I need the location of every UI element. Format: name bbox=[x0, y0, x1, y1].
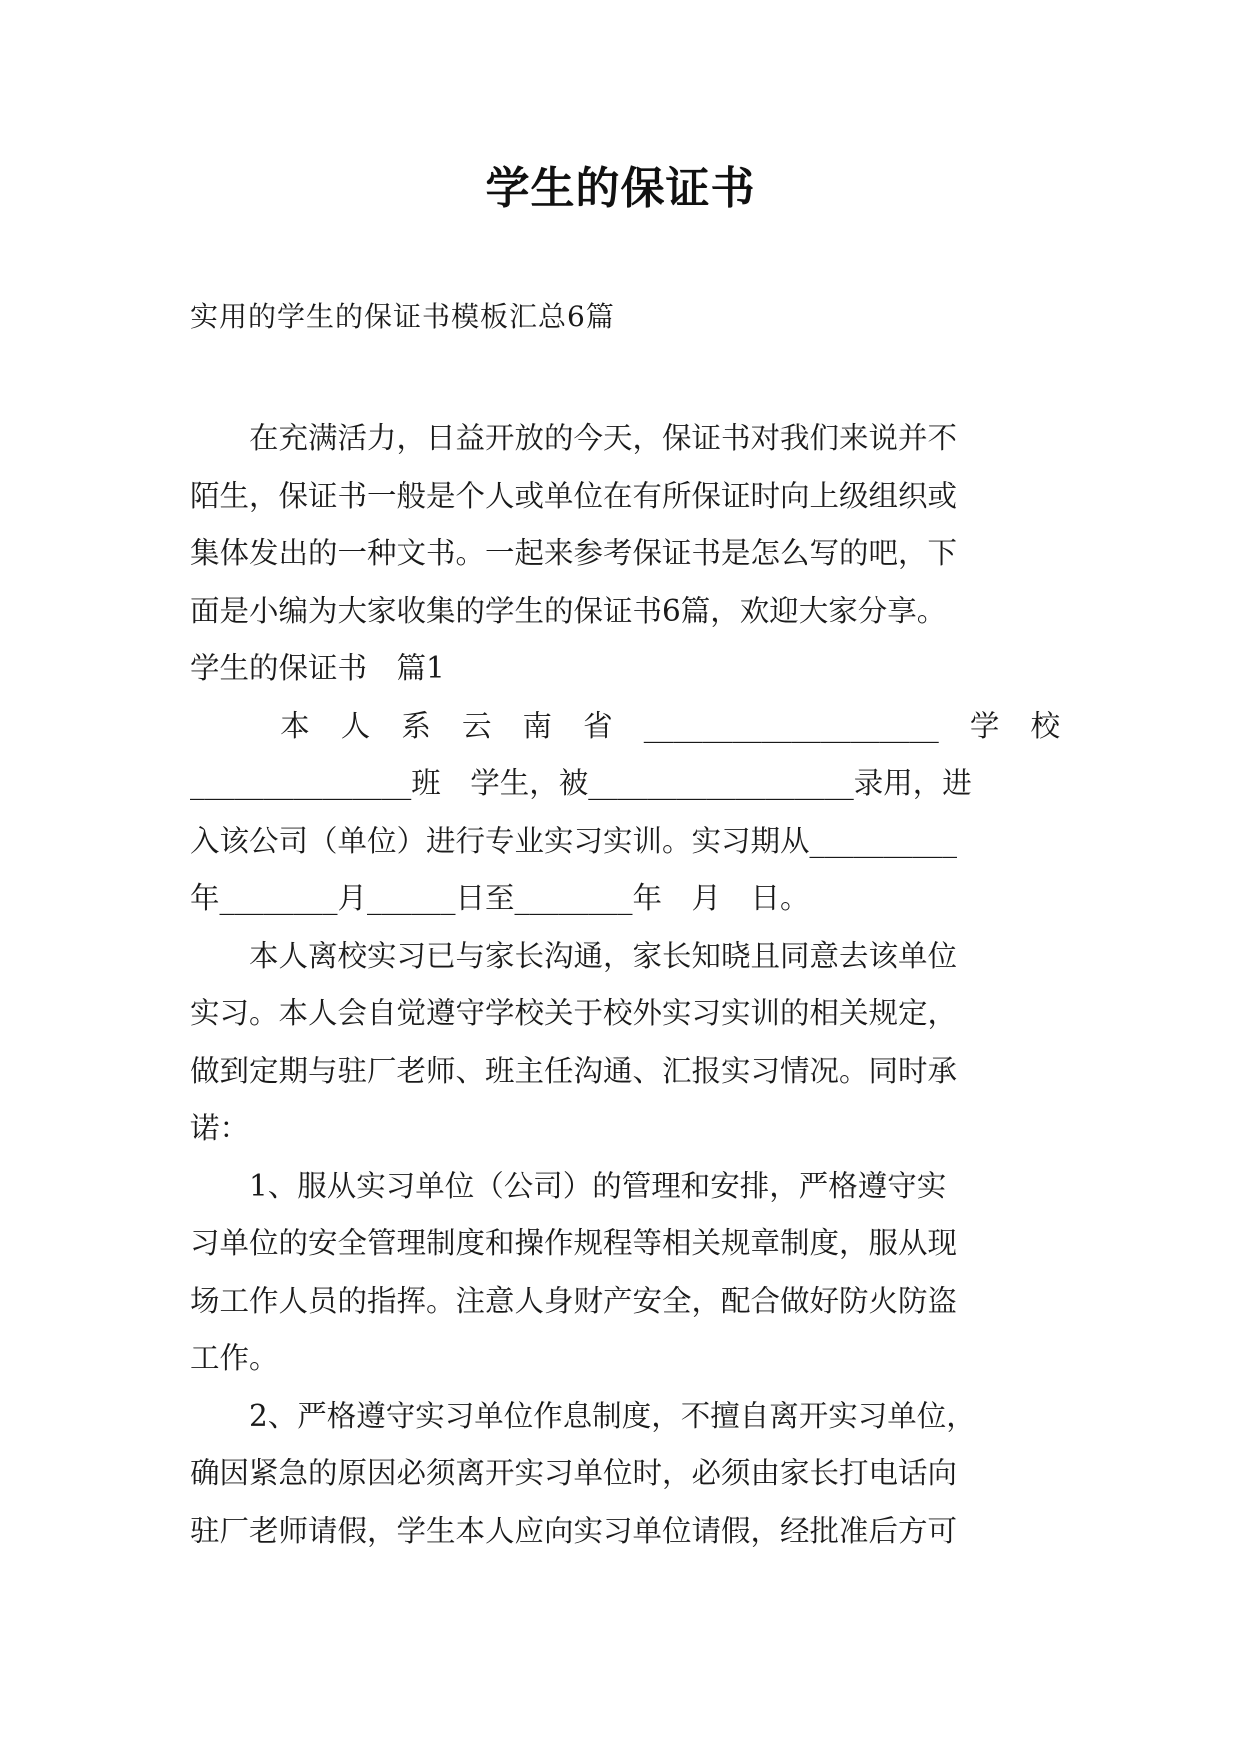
text-line: 场工作人员的指挥。注意人身财产安全，配合做好防火防盗 bbox=[190, 1283, 958, 1318]
form-char: 省 bbox=[583, 708, 613, 743]
text-line: 在充满活力，日益开放的今天，保证书对我们来说并不 bbox=[190, 421, 958, 455]
section-heading bbox=[190, 640, 1060, 698]
school-blank: ____________________ bbox=[643, 708, 939, 743]
text-line: 本人离校实习已与家长沟通，家长知晓且同意去该单位 bbox=[190, 938, 958, 973]
item-1-paragraph bbox=[190, 1158, 1060, 1388]
text-line: 诺： bbox=[190, 1111, 250, 1145]
text-line: 做到定期与驻厂老师、班主任沟通、汇报实习情况。同时承 bbox=[190, 1053, 958, 1088]
document-subtitle: 实用的学生的保证书模板汇总6篇 bbox=[190, 300, 615, 333]
text-line: 集体发出的一种文书。一起来参考保证书是怎么写的吧，下 bbox=[190, 536, 958, 570]
form-char: 南 bbox=[522, 708, 553, 743]
intro-paragraph bbox=[190, 410, 1060, 640]
form-char: 云 bbox=[461, 708, 492, 743]
form-char: 系 bbox=[401, 708, 431, 743]
text-line: 确因紧急的原因必须离开实习单位时，必须由家长打电话向 bbox=[190, 1456, 958, 1490]
text-line: 陌生，保证书一般是个人或单位在有所保证时向上级组织或 bbox=[190, 478, 958, 513]
text-line: 入该公司（单位）进行专业实习实训。实习期从__________ bbox=[190, 823, 958, 858]
document-body bbox=[190, 410, 1060, 1560]
text-line: 实习。本人会自觉遵守学校关于校外实习实训的相关规定， bbox=[190, 996, 958, 1030]
text-line: 面是小编为大家收集的学生的保证书6篇，欢迎大家分享。 bbox=[190, 593, 947, 628]
text-line: 年________月______日至________年 月 日。 bbox=[190, 881, 810, 915]
consent-paragraph bbox=[190, 928, 1060, 1158]
indent-space bbox=[190, 698, 249, 756]
form-char: 本 bbox=[280, 708, 310, 743]
form-char: 校 bbox=[1030, 708, 1060, 743]
text-line: 1、服从实习单位（公司）的管理和安排，严格遵守实 bbox=[190, 1168, 947, 1203]
text-line: 习单位的安全管理制度和操作规程等相关规章制度，服从现 bbox=[190, 1226, 958, 1260]
text-line: 驻厂老师请假，学生本人应向实习单位请假，经批准后方可 bbox=[190, 1513, 958, 1548]
text-line: 工作。 bbox=[190, 1341, 279, 1375]
form-char: 人 bbox=[340, 708, 371, 743]
form-paragraph bbox=[190, 698, 1060, 928]
text-line: 2、严格遵守实习单位作息制度，不擅自离开实习单位， bbox=[190, 1398, 976, 1433]
item-2-paragraph bbox=[190, 1388, 1060, 1561]
text-line: _______________班 学生，被__________________录用，进 bbox=[190, 766, 972, 800]
form-char: 学 bbox=[969, 708, 1000, 743]
document-title: 学生的保证书 bbox=[485, 163, 756, 214]
section-heading-text: 学生的保证书 篇1 bbox=[190, 651, 445, 685]
form-line-first bbox=[190, 698, 1060, 756]
